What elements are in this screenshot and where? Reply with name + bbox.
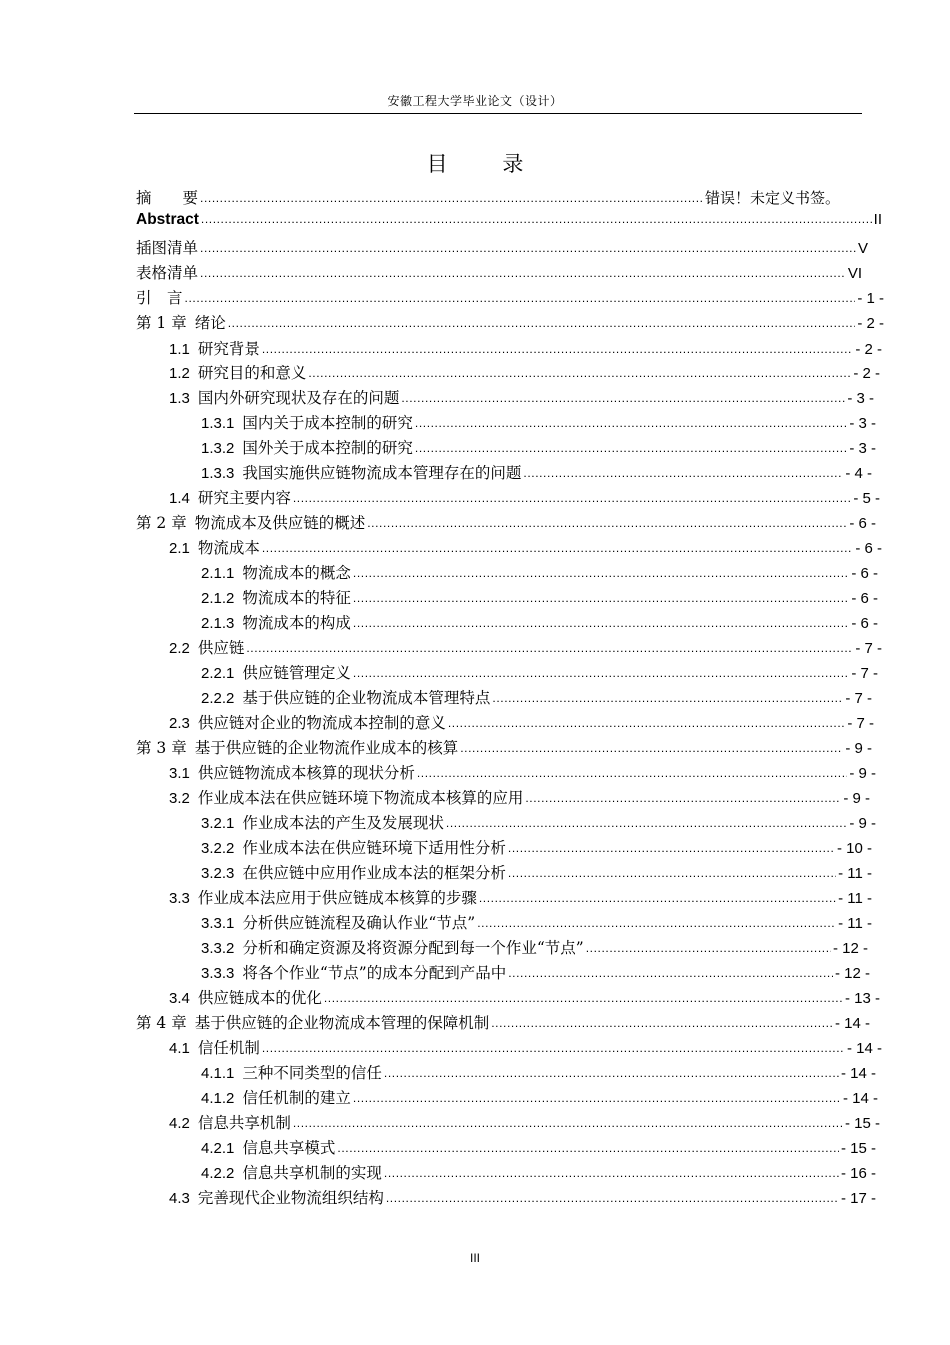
running-header: 安徽工程大学毕业论文（设计） bbox=[387, 94, 563, 108]
toc-entry-title: 基于供应链的企业物流成本管理的保障机制 bbox=[194, 1014, 490, 1032]
toc-entry-page: - 6 - bbox=[855, 540, 882, 557]
toc-entry[interactable] bbox=[201, 461, 872, 483]
dot-leader bbox=[586, 941, 831, 955]
toc-entry-page: - 14 - bbox=[846, 1040, 882, 1057]
toc-entry[interactable] bbox=[136, 261, 862, 283]
toc-entry[interactable] bbox=[169, 361, 880, 383]
toc-entry-title: 信息共享模式 bbox=[242, 1139, 336, 1157]
toc-entry-title: 作业成本法在供应链环境下适用性分析 bbox=[242, 839, 506, 857]
toc-entry[interactable] bbox=[201, 836, 872, 858]
toc-entry[interactable] bbox=[201, 811, 876, 833]
toc-entry-page: - 3 - bbox=[849, 440, 876, 457]
toc-entry-title: 作业成本法应用于供应链成本核算的步骤 bbox=[197, 889, 477, 907]
toc-entry-title: 供应链对企业的物流成本控制的意义 bbox=[197, 714, 446, 732]
dot-leader bbox=[415, 416, 847, 430]
toc-entry-title: 表格清单 bbox=[136, 264, 199, 282]
toc-entry-page: - 3 - bbox=[847, 390, 874, 407]
toc-entry-number: 3.3 bbox=[169, 890, 190, 907]
toc-entry-title: 我国实施供应链物流成本管理存在的问题 bbox=[242, 464, 522, 482]
toc-entry-number: 第 3 章 bbox=[136, 739, 187, 757]
toc-entry-number: 3.3.1 bbox=[201, 915, 235, 932]
toc-entry[interactable] bbox=[169, 786, 870, 808]
toc-entry[interactable] bbox=[201, 686, 872, 708]
toc-entry-title: 供应链成本的优化 bbox=[197, 989, 322, 1007]
toc-entry-title: 研究背景 bbox=[197, 340, 260, 358]
toc-entry-title: 国外关于成本控制的研究 bbox=[242, 439, 413, 457]
toc-entry[interactable] bbox=[201, 661, 878, 683]
toc-entry-number: 2.1.2 bbox=[201, 590, 235, 607]
toc-title: 目 录 bbox=[426, 152, 548, 176]
toc-entry-number: 3.3.3 bbox=[201, 965, 235, 982]
toc-entry-title: 物流成本的特征 bbox=[242, 589, 351, 607]
dot-leader bbox=[293, 1116, 843, 1130]
toc-entry-number: 第 2 章 bbox=[136, 514, 187, 532]
toc-entry-page: - 14 - bbox=[842, 1090, 878, 1107]
dot-leader bbox=[523, 466, 843, 480]
toc-entry[interactable] bbox=[136, 236, 868, 258]
toc-entry-number: 2.3 bbox=[169, 715, 190, 732]
toc-entry-title: 物流成本及供应链的概述 bbox=[194, 514, 366, 532]
toc-entry-number: 1.4 bbox=[169, 490, 190, 507]
dot-leader bbox=[293, 491, 851, 505]
toc-entry-title: 引 言 bbox=[136, 289, 183, 307]
toc-entry[interactable] bbox=[201, 1136, 876, 1158]
dot-leader bbox=[353, 666, 849, 680]
toc-entry[interactable] bbox=[169, 536, 882, 558]
toc-entry-number: 2.1.3 bbox=[201, 615, 235, 632]
dot-leader bbox=[324, 991, 843, 1005]
toc-entry-number: 1.1 bbox=[169, 341, 190, 358]
dot-leader bbox=[185, 291, 856, 305]
toc-entry-number: 4.2.2 bbox=[201, 1165, 235, 1182]
dot-leader bbox=[262, 541, 853, 555]
dot-leader bbox=[353, 616, 849, 630]
dot-leader bbox=[337, 1141, 839, 1155]
toc-entry[interactable] bbox=[201, 961, 870, 983]
dot-leader bbox=[460, 741, 843, 755]
toc-entry-number: 1.3.3 bbox=[201, 465, 235, 482]
dot-leader bbox=[308, 366, 851, 380]
toc-entry-number: 4.2.1 bbox=[201, 1140, 235, 1157]
dot-leader bbox=[200, 191, 703, 205]
toc-entry[interactable] bbox=[169, 1111, 880, 1133]
toc-entry-page: - 6 - bbox=[851, 615, 878, 632]
toc-entry-title: 信息共享机制 bbox=[197, 1114, 291, 1132]
toc-entry-page: - 6 - bbox=[851, 565, 878, 582]
toc-entry-number: 4.1.1 bbox=[201, 1065, 235, 1082]
dot-leader bbox=[415, 441, 847, 455]
toc-entry-title: 物流成本的构成 bbox=[242, 614, 351, 632]
dot-leader bbox=[479, 891, 836, 905]
toc-entry-number: 4.2 bbox=[169, 1115, 190, 1132]
toc-entry-page: - 15 - bbox=[844, 1115, 880, 1132]
toc-entry-page: - 14 - bbox=[834, 1015, 870, 1032]
toc-entry-title: 物流成本的概念 bbox=[242, 564, 351, 582]
dot-leader bbox=[508, 866, 836, 880]
dot-leader bbox=[491, 1016, 833, 1030]
toc-entry-number: 2.2.1 bbox=[201, 665, 235, 682]
toc-entry[interactable] bbox=[136, 1011, 870, 1033]
header-rule bbox=[134, 113, 862, 114]
toc-entry-title: 供应链 bbox=[197, 639, 245, 657]
toc-entry-page: - 12 - bbox=[832, 940, 868, 957]
toc-entry-number: 3.2.2 bbox=[201, 840, 235, 857]
toc-entry-page: - 9 - bbox=[845, 740, 872, 757]
dot-leader bbox=[200, 241, 856, 255]
toc-entry-page: - 3 - bbox=[849, 415, 876, 432]
toc-entry[interactable] bbox=[201, 1161, 876, 1183]
toc-entry-page: - 17 - bbox=[840, 1190, 876, 1207]
toc-entry-number: 4.1 bbox=[169, 1040, 190, 1057]
toc-entry-page: - 7 - bbox=[855, 640, 882, 657]
toc-entry[interactable] bbox=[136, 286, 884, 308]
toc-entry-number: 第 4 章 bbox=[136, 1014, 187, 1032]
toc-entry[interactable] bbox=[169, 711, 874, 733]
toc-entry-title: 作业成本法在供应链环境下物流成本核算的应用 bbox=[197, 789, 524, 807]
dot-leader bbox=[492, 691, 843, 705]
toc-entry-number: 4.3 bbox=[169, 1190, 190, 1207]
toc-entry-number: 1.3.1 bbox=[201, 415, 235, 432]
toc-entry[interactable] bbox=[169, 636, 882, 658]
toc-entry-title: Abstract bbox=[136, 211, 199, 228]
toc-entry-title: 摘 要 bbox=[136, 189, 199, 207]
toc-entry-page: VI bbox=[847, 265, 862, 282]
toc-entry-page: - 14 - bbox=[840, 1065, 876, 1082]
dot-leader bbox=[386, 1191, 839, 1205]
toc-entry-page: - 9 - bbox=[849, 815, 876, 832]
toc-entry-page: - 10 - bbox=[836, 840, 872, 857]
toc-entry-title: 信任机制的建立 bbox=[242, 1089, 351, 1107]
toc-entry[interactable] bbox=[201, 561, 878, 583]
toc-entry[interactable] bbox=[201, 861, 872, 883]
toc-entry-number: 2.1 bbox=[169, 540, 190, 557]
toc-entry-title: 在供应链中应用作业成本法的框架分析 bbox=[242, 864, 506, 882]
dot-leader bbox=[246, 641, 853, 655]
dot-leader bbox=[448, 716, 845, 730]
toc-entry-title: 供应链管理定义 bbox=[242, 664, 351, 682]
page-number: III bbox=[469, 1251, 480, 1265]
toc-entry-number: 1.3.2 bbox=[201, 440, 235, 457]
toc-entry[interactable] bbox=[201, 1086, 878, 1108]
toc-entry[interactable] bbox=[136, 186, 840, 208]
toc-entry-title: 基于供应链的企业物流作业成本的核算 bbox=[194, 739, 459, 757]
toc-entry-page: - 7 - bbox=[847, 715, 874, 732]
toc-entry-page: - 11 - bbox=[838, 890, 872, 907]
toc-entry-page: - 12 - bbox=[834, 965, 870, 982]
toc-entry-number: 2.1.1 bbox=[201, 565, 235, 582]
toc-entry-page: V bbox=[857, 240, 868, 257]
toc-entry-title: 绪论 bbox=[194, 314, 226, 332]
toc-entry-page: - 2 - bbox=[857, 315, 884, 332]
toc-entry-title: 国内外研究现状及存在的问题 bbox=[197, 389, 400, 407]
toc-entry[interactable] bbox=[169, 386, 874, 408]
toc-entry-title: 信息共享机制的实现 bbox=[242, 1164, 382, 1182]
dot-leader bbox=[384, 1166, 839, 1180]
toc-entry-number: 3.2 bbox=[169, 790, 190, 807]
toc-entry[interactable] bbox=[136, 211, 882, 233]
toc-entry-title: 将各个作业“节点”的成本分配到产品中 bbox=[242, 964, 507, 982]
toc-entry-page: - 11 - bbox=[838, 915, 872, 932]
toc-entry-page: 错误！未定义书签。 bbox=[704, 189, 840, 207]
toc-entry[interactable] bbox=[201, 436, 876, 458]
toc-entry-title: 分析供应链流程及确认作业“节点” bbox=[242, 914, 476, 932]
dot-leader bbox=[401, 391, 845, 405]
dot-leader bbox=[508, 841, 835, 855]
toc-entry[interactable] bbox=[201, 586, 878, 608]
dot-leader bbox=[525, 791, 841, 805]
toc-entry-page: - 2 - bbox=[853, 365, 880, 382]
toc-entry-page: - 1 - bbox=[857, 290, 884, 307]
toc-entry-page: - 15 - bbox=[840, 1140, 876, 1157]
toc-entry-number: 3.3.2 bbox=[201, 940, 235, 957]
toc-entry[interactable] bbox=[169, 1186, 876, 1208]
dot-leader bbox=[417, 766, 847, 780]
dot-leader bbox=[262, 342, 853, 356]
dot-leader bbox=[262, 1041, 845, 1055]
toc-entry[interactable] bbox=[169, 761, 876, 783]
toc-entry-number: 4.1.2 bbox=[201, 1090, 235, 1107]
toc-entry-number: 2.2.2 bbox=[201, 690, 235, 707]
dot-leader bbox=[353, 566, 849, 580]
toc-entry-title: 供应链物流成本核算的现状分析 bbox=[197, 764, 415, 782]
toc-entry[interactable] bbox=[201, 1061, 876, 1083]
dot-leader bbox=[228, 316, 856, 330]
toc-entry-title: 信任机制 bbox=[197, 1039, 260, 1057]
toc-entry[interactable] bbox=[136, 511, 876, 533]
toc-entry-page: - 7 - bbox=[851, 665, 878, 682]
toc-entry-page: - 11 - bbox=[838, 865, 872, 882]
toc-entry-title: 三种不同类型的信任 bbox=[242, 1064, 382, 1082]
toc-entry-number: 第 1 章 bbox=[136, 314, 187, 332]
toc-entry-page: - 9 - bbox=[843, 790, 870, 807]
toc-entry-number: 3.1 bbox=[169, 765, 190, 782]
dot-leader bbox=[384, 1066, 839, 1080]
toc-entry[interactable] bbox=[169, 486, 880, 508]
toc-entry-title: 作业成本法的产生及发展现状 bbox=[242, 814, 444, 832]
toc-entry[interactable] bbox=[201, 611, 878, 633]
dot-leader bbox=[367, 516, 847, 530]
toc-entry-page: - 7 - bbox=[845, 690, 872, 707]
toc-entry[interactable] bbox=[136, 311, 884, 333]
dot-leader bbox=[508, 966, 833, 980]
toc-entry[interactable] bbox=[169, 337, 882, 359]
toc-entry-number: 3.4 bbox=[169, 990, 190, 1007]
toc-entry-page: - 2 - bbox=[855, 341, 882, 358]
dot-leader bbox=[446, 816, 847, 830]
toc-entry-page: - 6 - bbox=[851, 590, 878, 607]
dot-leader bbox=[353, 591, 849, 605]
toc-entry-title: 完善现代企业物流组织结构 bbox=[197, 1189, 384, 1207]
toc-entry-title: 基于供应链的企业物流成本管理特点 bbox=[242, 689, 491, 707]
toc-entry-number: 1.3 bbox=[169, 390, 190, 407]
toc-entry-page: II bbox=[873, 211, 882, 228]
toc-entry-title: 研究目的和意义 bbox=[197, 364, 307, 382]
toc-entry-page: - 4 - bbox=[845, 465, 872, 482]
dot-leader bbox=[477, 916, 836, 930]
toc-entry-title: 研究主要内容 bbox=[197, 489, 291, 507]
toc-entry-number: 3.2.1 bbox=[201, 815, 235, 832]
toc-entry[interactable] bbox=[169, 986, 880, 1008]
dot-leader bbox=[200, 266, 846, 280]
toc-entry-page: - 6 - bbox=[849, 515, 876, 532]
toc-entry-number: 2.2 bbox=[169, 640, 190, 657]
toc-entry-title: 分析和确定资源及将资源分配到每一个作业“节点” bbox=[242, 939, 584, 957]
toc-entry[interactable] bbox=[136, 736, 872, 758]
toc-entry-title: 插图清单 bbox=[136, 239, 199, 257]
toc-entry[interactable] bbox=[201, 911, 872, 933]
toc-entry-title: 国内关于成本控制的研究 bbox=[242, 414, 413, 432]
dot-leader bbox=[353, 1091, 841, 1105]
dot-leader bbox=[201, 212, 872, 226]
toc-entry-page: - 16 - bbox=[840, 1165, 876, 1182]
toc-entry[interactable] bbox=[169, 1036, 882, 1058]
toc-entry[interactable] bbox=[169, 886, 872, 908]
toc-entry-page: - 5 - bbox=[853, 490, 880, 507]
toc-entry-page: - 9 - bbox=[849, 765, 876, 782]
toc-entry[interactable] bbox=[201, 936, 868, 958]
toc-entry-title: 物流成本 bbox=[197, 539, 260, 557]
toc-entry-number: 3.2.3 bbox=[201, 865, 235, 882]
toc-entry[interactable] bbox=[201, 411, 876, 433]
toc-entry-number: 1.2 bbox=[169, 365, 190, 382]
toc-entry-page: - 13 - bbox=[844, 990, 880, 1007]
